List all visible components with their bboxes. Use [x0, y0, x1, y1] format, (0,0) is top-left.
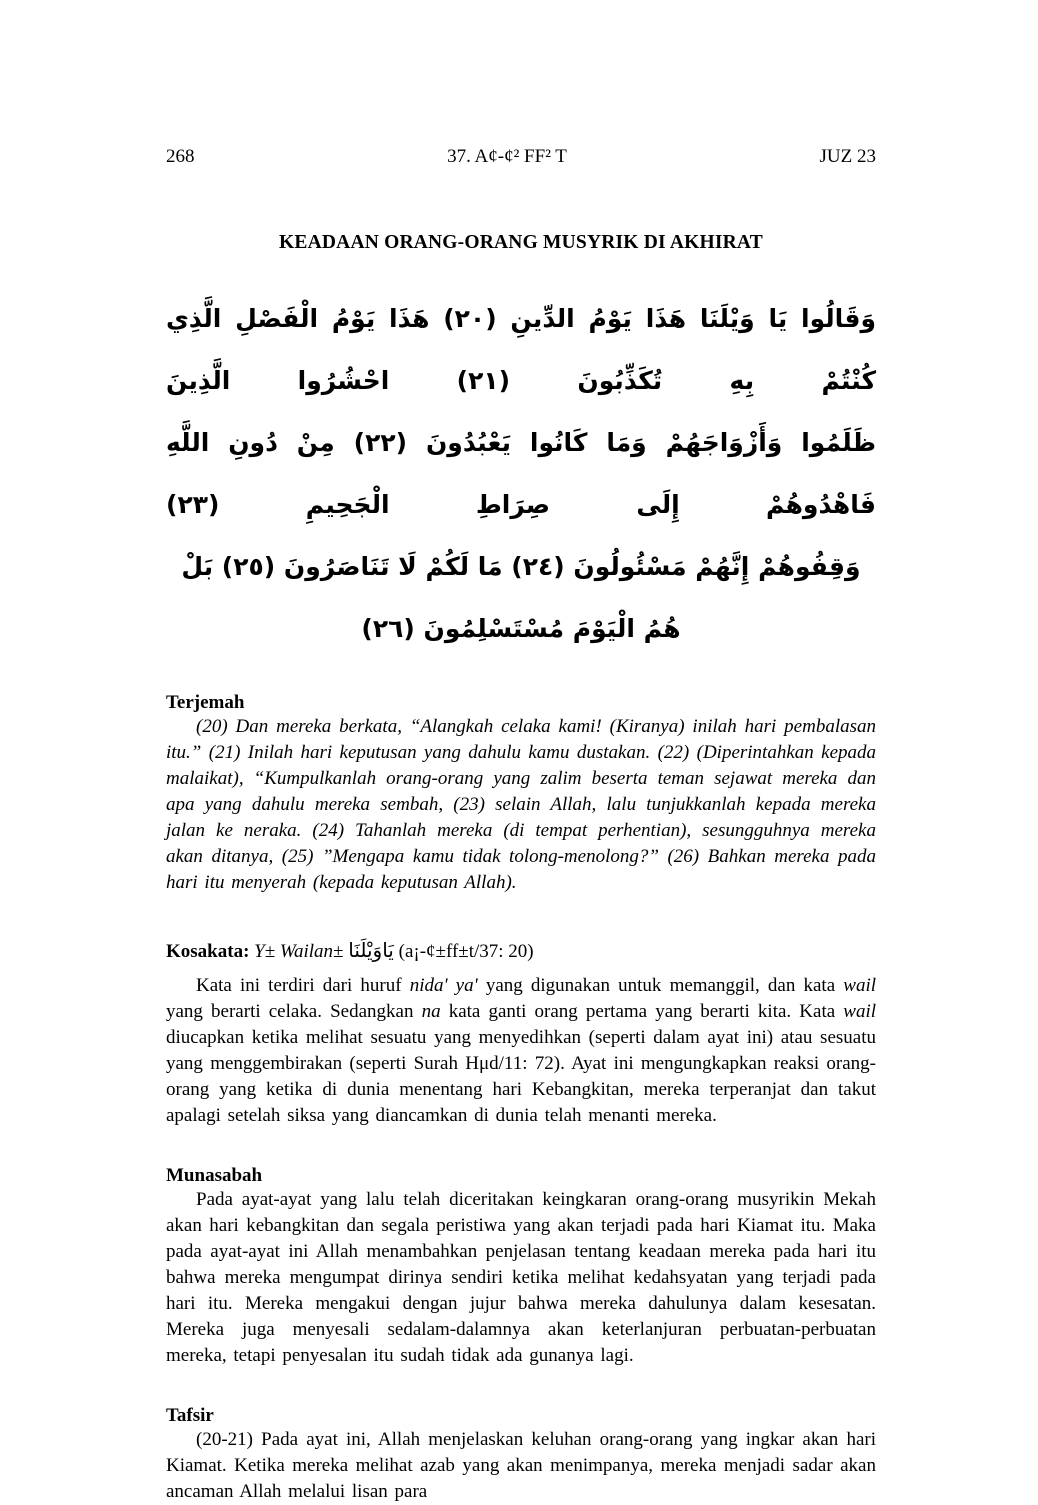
arabic-verse-line-1: وَقَالُوا يَا وَيْلَنَا هَذَا يَوْمُ الدِّينِ (٢٠) هَذَا يَوْمُ الْفَصْلِ الَّذِي كُنْتُمْ بِهِ تُكَذِّبُونَ (٢١) احْشُرُوا الَّذِينَ [166, 304, 876, 395]
juz-label: JUZ 23 [819, 146, 876, 167]
arabic-verse-line-3: وَقِفُوهُمْ إِنَّهُمْ مَسْئُولُونَ (٢٤) مَا لَكُمْ لَا تَنَاصَرُونَ (٢٥) بَلْ هُمُ الْيَوْمَ مُسْتَسْلِمُونَ (٢٦) [181, 552, 861, 643]
tafsir-heading: Tafsir [166, 1405, 214, 1426]
munasabah-heading: Munasabah [166, 1165, 263, 1186]
quran-verses-block [166, 288, 876, 660]
surah-header-title: 37. A¢-¢² FF² T [447, 146, 567, 167]
terjemah-heading: Terjemah [166, 692, 245, 713]
terjemah-paragraph: (20) Dan mereka berkata, “Alangkah celaka kami! (Kiranya) inilah hari pembalasan itu.” (21) Inilah hari keputusan yang dahulu kamu dustakan. (22) (Diperintahkan kepada malaikat), “Kumpulkanlah orang-orang yang zalim beserta teman sejawat mereka dan apa yang dahulu mereka sembah, (23) selain Allah, lalu tunjukkanlah kepada mereka jalan ke neraka. (24) Tahanlah mereka (di tempat perhentian), sesungguhnya mereka akan ditanya, (25) ”Mengapa kamu tidak tolong-menolong?” (26) Bahkan mereka pada hari itu menyerah (kepada keputusan Allah). [166, 716, 876, 893]
section-title: KEADAAN ORANG-ORANG MUSYRIK DI AKHIRAT [279, 232, 763, 253]
tafsir-paragraph: (20-21) Pada ayat ini, Allah menjelaskan keluhan orang-orang yang ingkar akan hari Kiamat. Ketika mereka melihat azab yang akan menimpanya, mereka menjadi sadar akan ancaman Allah melalui lisan para [166, 1429, 876, 1502]
munasabah-paragraph: Pada ayat-ayat yang lalu telah diceritakan keingkaran orang-orang musyrikin Mekah akan hari kebangkitan dan segala peristiwa yang akan terjadi pada hari Kiamat itu. Maka pada ayat-ayat ini Allah menambahkan penjelasan tentang keadaan mereka pada hari itu bahwa mereka mengumpat dirinya sendiri ketika melihat kedahsyatan yang terjadi pada hari itu. Mereka mengakui dengan jujur bahwa mereka dahulunya dalam kesesatan. Mereka juga menyesali sedalam-dalamnya akan keterlanjuran perbuatan-perbuatan mereka, tetapi penyesalan itu sudah tidak ada gunanya lagi. [166, 1189, 876, 1366]
kosakata-heading-line: Kosakata: Y± Wailan± يَاوَيْلَنَا (a¡-¢±ff±t/37: 20) [166, 938, 534, 962]
terjemah-section [166, 692, 876, 896]
kosakata-section [166, 938, 876, 1129]
page-number: 268 [166, 146, 195, 167]
munasabah-section [166, 1165, 876, 1369]
arabic-verse-line-2: ظَلَمُوا وَأَزْوَاجَهُمْ وَمَا كَانُوا يَعْبُدُونَ (٢٢) مِنْ دُونِ اللَّهِ فَاهْدُوهُمْ إِلَى صِرَاطِ الْجَحِيمِ (٢٣) [166, 428, 876, 519]
page-header [166, 146, 876, 168]
tafsir-section [166, 1405, 876, 1505]
kosakata-paragraph: Kata ini terdiri dari huruf nida' ya' yang digunakan untuk memanggil, dan kata wail yang berarti celaka. Sedangkan na kata ganti orang pertama yang berarti kita. Kata wail diucapkan ketika melihat sesuatu yang menyedihkan (seperti dalam ayat ini) atau sesuatu yang menggembirakan (seperti Surah Hμd/11: 72). Ayat ini mengungkapkan reaksi orang-orang yang ketika di dunia menentang hari Kebangkitan, mereka terperanjat dan takut apalagi setelah siksa yang diancamkan di dunia telah menanti mereka. [166, 975, 877, 1126]
